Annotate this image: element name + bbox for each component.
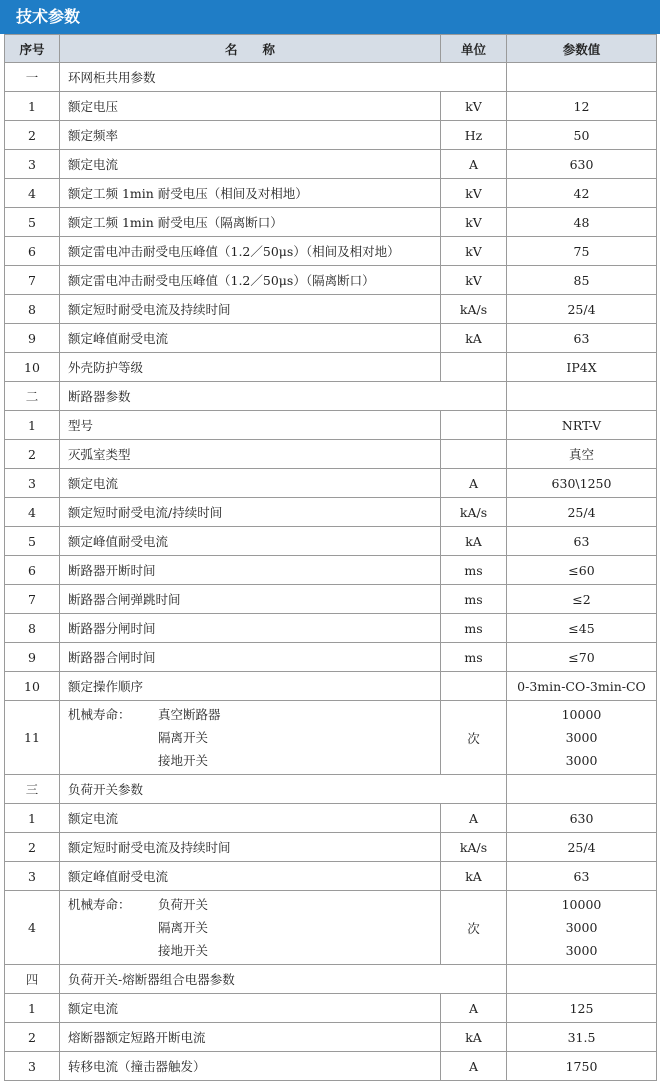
table-row — [5, 804, 657, 833]
section-row — [5, 63, 657, 92]
section-number: 三 — [5, 775, 60, 804]
row-value: 85 — [507, 266, 657, 295]
row-value: 0-3min-CO-3min-CO — [507, 672, 657, 701]
row-number: 1 — [5, 804, 60, 833]
section-row — [5, 965, 657, 994]
mechanical-life-value: 3000 — [565, 920, 598, 935]
section-row — [5, 775, 657, 804]
mechanical-life-item: 接地开关 — [158, 943, 209, 958]
row-name: 额定电流 — [60, 994, 441, 1023]
table-row — [5, 353, 657, 382]
row-number: 3 — [5, 469, 60, 498]
mechanical-life-label: 机械寿命： — [68, 707, 131, 722]
spec-table — [4, 34, 657, 1081]
row-number: 8 — [5, 614, 60, 643]
mechanical-life-values — [507, 701, 657, 775]
row-name: 额定电流 — [60, 804, 441, 833]
section-title: 负荷开关-熔断器组合电器参数 — [60, 965, 507, 994]
mechanical-life-item: 隔离开关 — [158, 920, 209, 935]
table-row — [5, 324, 657, 353]
row-value: 63 — [507, 324, 657, 353]
row-value: 真空 — [507, 440, 657, 469]
section-value-cell — [507, 63, 657, 92]
mechanical-life-value: 3000 — [565, 753, 598, 768]
row-name: 额定短时耐受电流及持续时间 — [60, 833, 441, 862]
row-value: 31.5 — [507, 1023, 657, 1052]
row-number: 4 — [5, 891, 60, 965]
row-value: 50 — [507, 121, 657, 150]
row-number: 1 — [5, 994, 60, 1023]
row-value: 1750 — [507, 1052, 657, 1081]
header-name: 名 称 — [60, 35, 441, 63]
section-row — [5, 382, 657, 411]
row-value: NRT-V — [507, 411, 657, 440]
row-number: 9 — [5, 324, 60, 353]
table-row — [5, 208, 657, 237]
mechanical-life-row — [5, 701, 657, 775]
table-row — [5, 295, 657, 324]
row-unit: 次 — [441, 701, 507, 775]
row-value: 63 — [507, 527, 657, 556]
row-number: 10 — [5, 672, 60, 701]
row-name: 断路器开断时间 — [60, 556, 441, 585]
mechanical-life-value: 10000 — [561, 897, 602, 912]
row-value: ≤60 — [507, 556, 657, 585]
row-number: 1 — [5, 92, 60, 121]
row-number: 7 — [5, 585, 60, 614]
mechanical-life-label: 机械寿命： — [68, 897, 131, 912]
section-title: 环网柜共用参数 — [60, 63, 507, 92]
mechanical-life-item: 隔离开关 — [158, 730, 209, 745]
row-name: 额定峰值耐受电流 — [60, 862, 441, 891]
row-number: 4 — [5, 498, 60, 527]
mechanical-life-values — [507, 891, 657, 965]
row-number: 6 — [5, 556, 60, 585]
row-number: 9 — [5, 643, 60, 672]
row-name: 外壳防护等级 — [60, 353, 441, 382]
row-value: 12 — [507, 92, 657, 121]
row-unit: kA — [441, 862, 507, 891]
row-unit: kA/s — [441, 295, 507, 324]
row-value: 42 — [507, 179, 657, 208]
row-number: 2 — [5, 440, 60, 469]
row-number: 6 — [5, 237, 60, 266]
row-name: 灭弧室类型 — [60, 440, 441, 469]
row-unit: kV — [441, 92, 507, 121]
row-number: 8 — [5, 295, 60, 324]
section-number: 一 — [5, 63, 60, 92]
row-name: 额定雷电冲击耐受电压峰值（1.2／50μs）（隔离断口） — [60, 266, 441, 295]
table-row — [5, 585, 657, 614]
table-body — [5, 63, 657, 1081]
row-number: 1 — [5, 411, 60, 440]
table-row — [5, 643, 657, 672]
row-number: 3 — [5, 862, 60, 891]
row-unit: A — [441, 150, 507, 179]
row-name: 额定电压 — [60, 92, 441, 121]
row-name: 断路器分闸时间 — [60, 614, 441, 643]
row-name: 额定频率 — [60, 121, 441, 150]
row-name: 断路器合闸弹跳时间 — [60, 585, 441, 614]
row-unit: Hz — [441, 121, 507, 150]
page-title: 技术参数 — [0, 0, 660, 34]
mechanical-life-item: 负荷开关 — [158, 897, 209, 912]
table-row — [5, 527, 657, 556]
mechanical-life-names — [60, 891, 441, 965]
row-unit: A — [441, 804, 507, 833]
table-row — [5, 614, 657, 643]
row-number: 3 — [5, 1052, 60, 1081]
header-value: 参数值 — [507, 35, 657, 63]
table-row — [5, 556, 657, 585]
table-row — [5, 833, 657, 862]
row-number: 10 — [5, 353, 60, 382]
header-no: 序号 — [5, 35, 60, 63]
row-unit: kV — [441, 208, 507, 237]
row-value: 75 — [507, 237, 657, 266]
mechanical-life-value: 10000 — [561, 707, 602, 722]
row-value: 25/4 — [507, 833, 657, 862]
row-unit: ms — [441, 556, 507, 585]
row-unit: A — [441, 469, 507, 498]
table-row — [5, 672, 657, 701]
row-unit — [441, 672, 507, 701]
row-name: 熔断器额定短路开断电流 — [60, 1023, 441, 1052]
table-row — [5, 92, 657, 121]
row-unit: kV — [441, 179, 507, 208]
row-name: 额定工频 1min 耐受电压（相间及对相地） — [60, 179, 441, 208]
row-name: 额定电流 — [60, 150, 441, 179]
row-name: 额定雷电冲击耐受电压峰值（1.2／50μs）（相间及相对地） — [60, 237, 441, 266]
row-number: 2 — [5, 833, 60, 862]
mechanical-life-item: 接地开关 — [158, 753, 209, 768]
row-unit: kA — [441, 1023, 507, 1052]
row-name: 额定短时耐受电流及持续时间 — [60, 295, 441, 324]
row-value: 125 — [507, 994, 657, 1023]
row-number: 7 — [5, 266, 60, 295]
row-value: 48 — [507, 208, 657, 237]
row-number: 11 — [5, 701, 60, 775]
section-title: 断路器参数 — [60, 382, 507, 411]
row-unit: ms — [441, 585, 507, 614]
mechanical-life-value: 3000 — [565, 730, 598, 745]
table-row — [5, 121, 657, 150]
row-name: 断路器合闸时间 — [60, 643, 441, 672]
row-value: 63 — [507, 862, 657, 891]
table-row — [5, 440, 657, 469]
row-name: 额定峰值耐受电流 — [60, 324, 441, 353]
mechanical-life-item: 真空断路器 — [158, 707, 221, 722]
row-name: 额定操作顺序 — [60, 672, 441, 701]
table-row — [5, 994, 657, 1023]
row-value: ≤70 — [507, 643, 657, 672]
table-row — [5, 1023, 657, 1052]
row-unit: kA/s — [441, 833, 507, 862]
row-value: 630 — [507, 150, 657, 179]
row-value: IP4X — [507, 353, 657, 382]
table-row — [5, 237, 657, 266]
section-title: 负荷开关参数 — [60, 775, 507, 804]
row-unit: kV — [441, 237, 507, 266]
row-name: 额定短时耐受电流/持续时间 — [60, 498, 441, 527]
row-unit: ms — [441, 643, 507, 672]
table-row — [5, 266, 657, 295]
header-unit: 单位 — [441, 35, 507, 63]
row-value: ≤2 — [507, 585, 657, 614]
table-header-row — [5, 35, 657, 63]
row-number: 4 — [5, 179, 60, 208]
table-row — [5, 1052, 657, 1081]
row-unit — [441, 411, 507, 440]
section-value-cell — [507, 775, 657, 804]
row-number: 3 — [5, 150, 60, 179]
row-unit: kA — [441, 324, 507, 353]
section-number: 二 — [5, 382, 60, 411]
row-number: 5 — [5, 527, 60, 556]
row-unit: 次 — [441, 891, 507, 965]
row-unit: ms — [441, 614, 507, 643]
table-row — [5, 150, 657, 179]
row-name: 型号 — [60, 411, 441, 440]
mechanical-life-value: 3000 — [565, 943, 598, 958]
row-unit — [441, 440, 507, 469]
mechanical-life-row — [5, 891, 657, 965]
row-number: 2 — [5, 121, 60, 150]
table-row — [5, 179, 657, 208]
row-value: ≤45 — [507, 614, 657, 643]
row-number: 5 — [5, 208, 60, 237]
mechanical-life-names — [60, 701, 441, 775]
section-value-cell — [507, 965, 657, 994]
row-name: 额定电流 — [60, 469, 441, 498]
row-unit: A — [441, 994, 507, 1023]
row-unit: A — [441, 1052, 507, 1081]
table-row — [5, 862, 657, 891]
row-unit — [441, 353, 507, 382]
table-row — [5, 498, 657, 527]
row-value: 25/4 — [507, 295, 657, 324]
row-unit: kA/s — [441, 498, 507, 527]
row-value: 25/4 — [507, 498, 657, 527]
row-number: 2 — [5, 1023, 60, 1052]
row-value: 630 — [507, 804, 657, 833]
row-value: 630\1250 — [507, 469, 657, 498]
row-name: 转移电流（撞击器触发） — [60, 1052, 441, 1081]
row-unit: kA — [441, 527, 507, 556]
section-value-cell — [507, 382, 657, 411]
row-unit: kV — [441, 266, 507, 295]
table-row — [5, 469, 657, 498]
row-name: 额定峰值耐受电流 — [60, 527, 441, 556]
section-number: 四 — [5, 965, 60, 994]
table-row — [5, 411, 657, 440]
row-name: 额定工频 1min 耐受电压（隔离断口） — [60, 208, 441, 237]
